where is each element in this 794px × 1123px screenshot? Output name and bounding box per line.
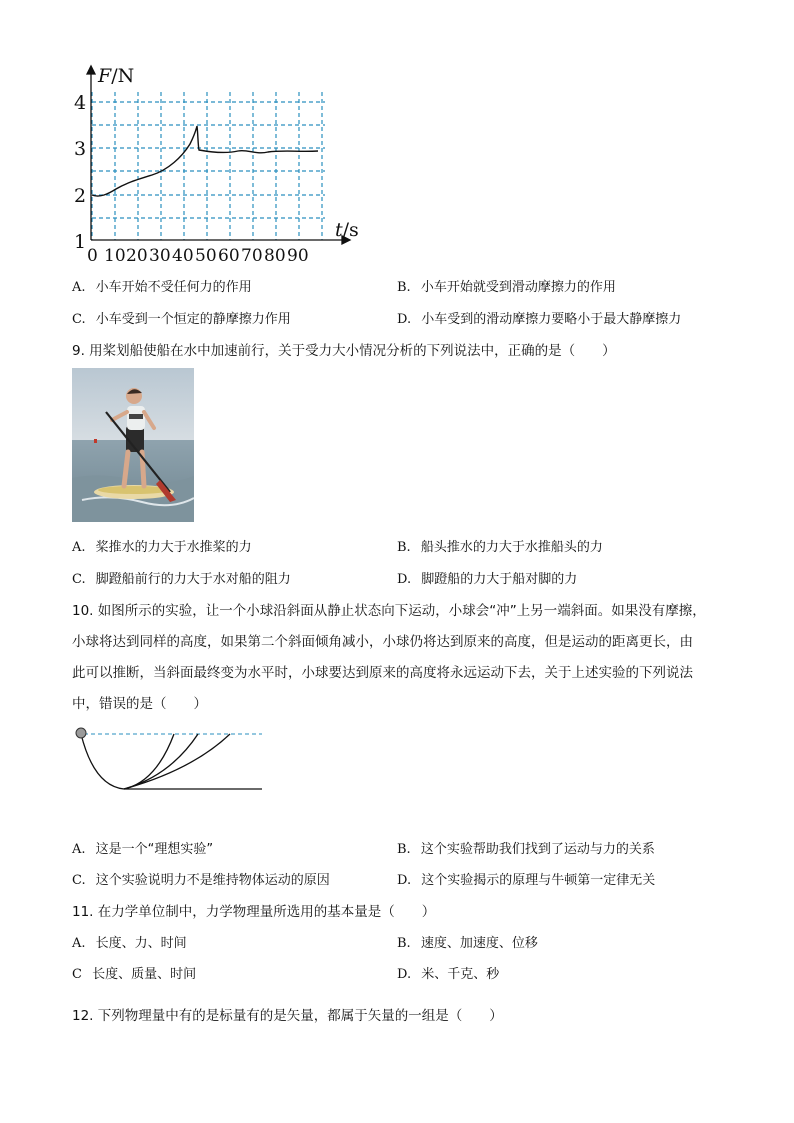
q10-stem-line: 10. 如图所示的实验，让一个小球沿斜面从静止状态向下运动，小球会“冲”上另一端斜面。如果没有摩擦， [72,603,706,619]
q9-option-c[interactable] [72,568,291,587]
option-letter: A. [72,936,86,951]
force-curve [92,126,318,196]
option-letter: C [72,967,82,982]
x-tick-label: 30 [149,246,171,262]
y-tick-label: 1 [74,231,87,253]
graph-axes [87,66,350,244]
option-letter: D. [397,572,412,587]
option-text: 脚蹬船前行的力大于水对船的阻力 [95,572,291,587]
option-letter: A. [72,540,86,555]
x-tick-label: 60 [218,246,240,262]
option-letter: D. [397,873,412,888]
option-text: 小车受到的滑动摩擦力要略小于最大静摩擦力 [421,312,682,327]
option-letter: D. [397,312,412,327]
x-tick-label: 90 [287,246,309,262]
option-letter: B. [397,280,411,295]
option-text: 船头推水的力大于水推船头的力 [420,540,603,555]
q10-option-c[interactable] [72,869,330,888]
ball [76,728,86,738]
x-tick-label: 70 [241,246,263,262]
option-letter: B. [397,842,411,857]
q8-option-b[interactable] [397,276,616,295]
option-letter: C. [72,572,86,587]
q11-option-a[interactable] [72,932,187,951]
option-text: 长度、力、时间 [95,936,187,951]
q8-option-d[interactable] [397,308,681,327]
x-tick-label: 0 [87,246,98,262]
option-letter: D. [397,967,412,982]
graph-grid [92,92,325,240]
q9-stem: 9. 用桨划船使船在水中加速前行，关于受力大小情况分析的下列说法中，正确的是（ ） [72,343,616,359]
q11-stem: 11. 在力学单位制中，力学物理量所选用的基本量是（ ） [72,904,436,920]
option-text: 速度、加速度、位移 [420,936,538,951]
option-letter: B. [397,936,411,951]
q11-option-c[interactable] [72,963,196,982]
x-tick-label: 40 [172,246,194,262]
q10-option-d[interactable] [397,869,655,888]
q10-stem-line: 此可以推断，当斜面最终变为水平时，小球要达到原来的高度将永远运动下去，关于上述实验的下列说法 [72,665,693,681]
x-tick-label: 20 [126,246,148,262]
force-time-graph [60,62,370,262]
q10-option-b[interactable] [397,838,655,857]
q8-option-c[interactable] [72,308,291,327]
left-incline [81,734,124,789]
option-text: 这是一个“理想实验” [95,842,214,857]
option-text: 小车受到一个恒定的静摩擦力作用 [95,312,291,327]
y-tick-label: 4 [74,92,87,114]
q12-stem: 12. 下列物理量中有的是标量有的是矢量，都属于矢量的一组是（ ） [72,1008,503,1024]
option-text: 桨推水的力大于水推桨的力 [95,540,252,555]
q10-option-a[interactable] [72,838,213,857]
option-text: 这个实验帮助我们找到了运动与力的关系 [420,842,655,857]
q10-stem-line: 中，错误的是（ ） [72,696,207,712]
q11-option-d[interactable] [397,963,499,982]
q10-stem-line: 小球将达到同样的高度，如果第二个斜面倾角减小，小球仍将达到原来的高度，但是运动的距离更长，由 [72,634,693,650]
q8-option-a[interactable] [72,276,252,295]
option-text: 这个实验揭示的原理与牛顿第一定律无关 [421,873,656,888]
q9-option-a[interactable] [72,536,252,555]
option-letter: C. [72,312,86,327]
option-letter: B. [397,540,411,555]
option-letter: C. [72,873,86,888]
right-incline-gentle [124,734,230,789]
paddleboard-photo [72,368,194,522]
y-tick-label: 3 [74,138,87,160]
q9-option-b[interactable] [397,536,603,555]
option-text: 米、千克、秒 [421,967,500,982]
q11-option-b[interactable] [397,932,538,951]
option-text: 小车开始就受到滑动摩擦力的作用 [420,280,616,295]
q9-option-d[interactable] [397,568,577,587]
x-tick-label: 80 [264,246,286,262]
option-text: 长度、质量、时间 [92,967,197,982]
x-tick-label: 50 [195,246,217,262]
option-text: 这个实验说明力不是维持物体运动的原因 [95,873,330,888]
option-letter: A. [72,842,86,857]
y-axis-title: F/N [98,65,135,87]
option-text: 小车开始不受任何力的作用 [95,280,252,295]
option-text: 脚蹬船的力大于船对脚的力 [421,572,578,587]
x-tick-label: 10 [104,246,126,262]
option-letter: A. [72,280,86,295]
y-tick-label: 2 [74,185,87,207]
x-axis-title: t/s [335,219,359,241]
incline-experiment-diagram [72,722,268,796]
